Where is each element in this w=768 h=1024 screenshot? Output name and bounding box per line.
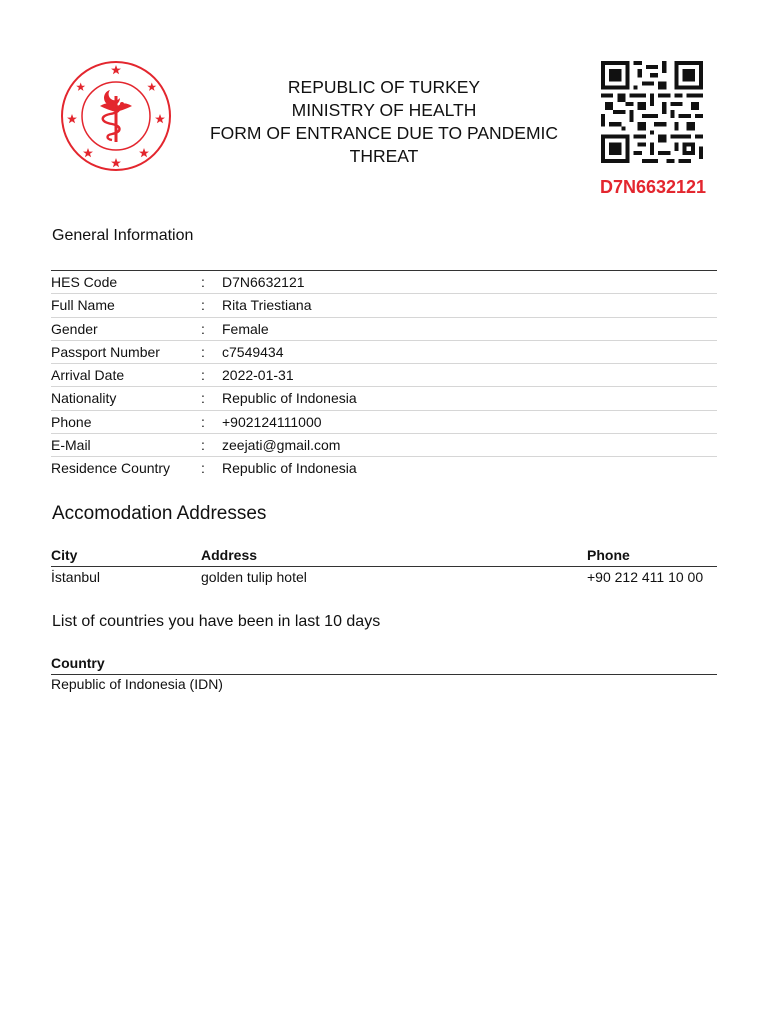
row-label: Passport Number (51, 343, 160, 360)
row-label: E-Mail (51, 437, 91, 454)
table-row (51, 457, 717, 479)
row-value: D7N6632121 (222, 274, 305, 290)
cell-address: golden tulip hotel (201, 569, 307, 585)
row-separator: : (201, 437, 205, 454)
accommodation-table-header (51, 545, 717, 567)
table-row (51, 567, 717, 589)
countries-table-header (51, 653, 717, 675)
column-header-address: Address (201, 547, 258, 563)
row-label: Arrival Date (51, 367, 125, 384)
table-row (51, 271, 717, 294)
header-line-form-title-cont: THREAT (349, 146, 419, 166)
row-value: +902124111000 (222, 413, 322, 430)
table-row (51, 341, 717, 364)
row-value: Republic of Indonesia (222, 390, 357, 407)
row-label: Residence Country (51, 460, 171, 477)
header-line-country: REPUBLIC OF TURKEY (287, 77, 481, 97)
table-row (51, 294, 717, 317)
form-header (190, 76, 578, 168)
row-separator: : (201, 390, 205, 407)
table-row (51, 676, 223, 692)
general-info-title: General Information (52, 227, 194, 244)
row-separator: : (201, 274, 205, 290)
row-separator: : (201, 320, 205, 337)
hes-code-highlight: D7N6632121 (599, 177, 707, 197)
ministry-of-health-logo (60, 60, 172, 172)
cell-city: İstanbul (51, 569, 101, 585)
row-separator: : (201, 367, 205, 384)
table-row (51, 364, 717, 387)
cell-phone: +90 212 411 10 00 (587, 569, 704, 585)
row-label: Full Name (51, 297, 115, 314)
row-separator: : (201, 343, 205, 360)
row-label: Phone (51, 413, 92, 430)
row-separator: : (201, 413, 205, 430)
column-header-city: City (51, 547, 78, 563)
countries-title: List of countries you have been in last 10 days (52, 613, 381, 630)
row-value: Rita Triestiana (222, 297, 312, 314)
row-separator: : (201, 460, 205, 477)
qr-code (598, 61, 706, 163)
row-value: Female (222, 320, 269, 337)
row-label: HES Code (51, 274, 118, 290)
row-value: c7549434 (222, 343, 284, 360)
header-line-ministry: MINISTRY OF HEALTH (291, 100, 477, 120)
table-row (51, 387, 717, 410)
row-value: zeejati@gmail.com (222, 437, 341, 454)
column-header-phone: Phone (587, 547, 630, 563)
row-value: 2022-01-31 (222, 367, 294, 384)
accommodation-title: Accomodation Addresses (52, 503, 267, 524)
table-row (51, 434, 717, 457)
row-label: Gender (51, 320, 98, 337)
general-info-table (51, 270, 717, 480)
table-row (51, 411, 717, 434)
row-label: Nationality (51, 390, 117, 407)
cell-country: Republic of Indonesia (IDN) (51, 676, 223, 692)
table-row (51, 318, 717, 341)
column-header-country: Country (51, 655, 105, 671)
header-line-form-title: FORM OF ENTRANCE DUE TO PANDEMIC (209, 123, 559, 143)
row-value: Republic of Indonesia (222, 460, 357, 477)
row-separator: : (201, 297, 205, 314)
